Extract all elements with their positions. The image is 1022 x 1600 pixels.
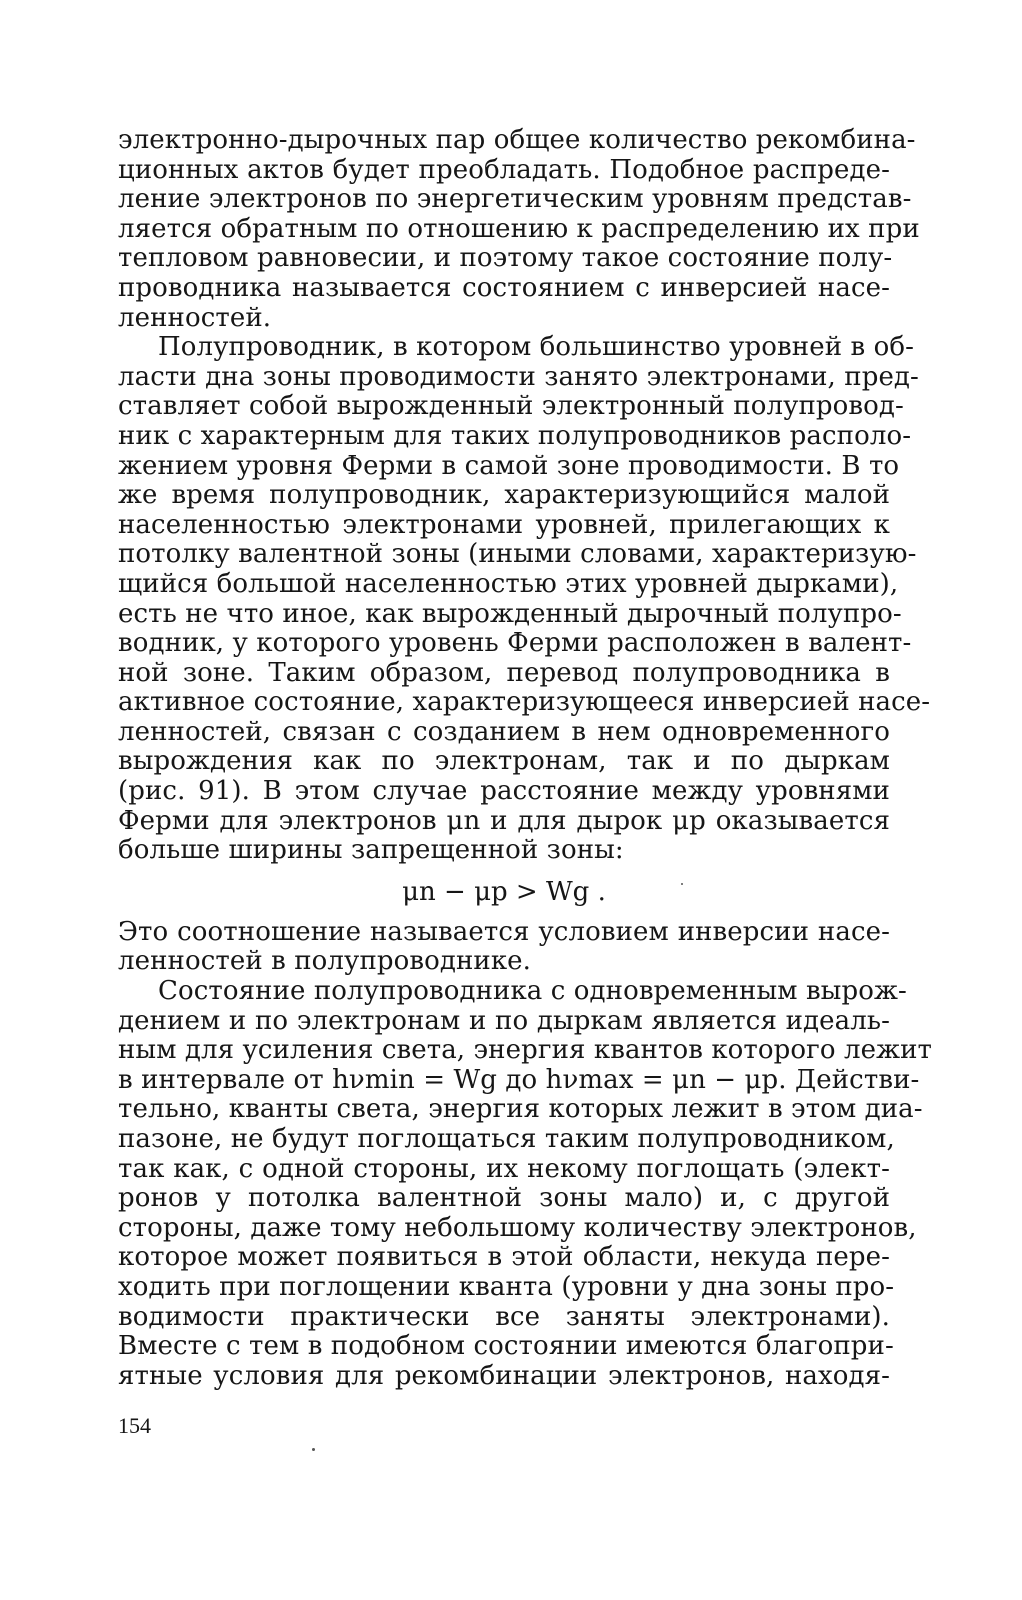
text-line: ласти дна зоны проводимости занято электронами, пред- <box>118 361 919 392</box>
text-line: Полупроводник, в котором большинство уровней в об- <box>158 332 914 363</box>
text-line: ление электронов по энергетическим уровням представ- <box>118 184 912 215</box>
text-line: Состояние полупроводника с одновременным вырож- <box>158 976 907 1007</box>
text-line: ной зоне. Таким образом, перевод полупроводника в <box>118 657 890 688</box>
text-line: в интервале от hνmin = Wg до hνmax = μn − μp. Действи- <box>118 1064 920 1095</box>
text-line: ленностей, связан с созданием в нем одновременного <box>118 716 890 747</box>
text-line: же время полупроводник, характеризующийся малой <box>118 480 890 511</box>
text-line: тельно, кванты света, энергия которых лежит в этом диа- <box>118 1094 923 1125</box>
text-line: стороны, даже тому небольшому количеству электронов, <box>118 1212 917 1243</box>
paragraph-3 <box>118 918 890 977</box>
print-speck <box>681 883 683 885</box>
paragraph-4 <box>118 976 933 1391</box>
text-line: населенностью электронами уровней, прилегающих к <box>118 509 890 540</box>
text-line: водимости практически все заняты электронами). <box>118 1301 890 1332</box>
formula <box>118 866 890 918</box>
page-body <box>118 125 933 1391</box>
text-line: потолку валентной зоны (иными словами, характеризую- <box>118 539 917 570</box>
text-line: ник с характерным для таких полупроводников располо- <box>118 420 912 451</box>
text-line: водник, у которого уровень Ферми расположен в валент- <box>118 628 912 659</box>
text-line: есть не что иное, как вырожденный дырочный полупро- <box>118 598 902 629</box>
paragraph-2 <box>118 332 931 866</box>
text-line: вырождения как по электронам, так и по дыркам <box>118 746 890 777</box>
text-line: больше ширины запрещенной зоны: <box>118 835 624 866</box>
print-speck <box>312 1448 315 1451</box>
text-line: ным для усиления света, энергия квантов которого лежит <box>118 1035 933 1066</box>
text-line: Вместе с тем в подобном состоянии имеются благопри- <box>118 1331 894 1362</box>
text-line: активное состояние, характеризующееся инверсией насе- <box>118 687 931 718</box>
text-line: щийся большой населенностью этих уровней дырками), <box>118 568 899 599</box>
text-line: ляется обратным по отношению к распределению их при <box>118 213 920 244</box>
text-line: проводника называется состоянием с инверсией насе- <box>118 272 890 303</box>
formula-text: μn − μp > Wg . <box>402 876 606 907</box>
text-line: Ферми для электронов μn и для дырок μp оказывается <box>118 805 890 836</box>
text-line: (рис. 91). В этом случае расстояние между уровнями <box>118 776 890 807</box>
text-line: пазоне, не будут поглощаться таким полупроводником, <box>118 1124 895 1154</box>
paragraph-1 <box>118 125 920 333</box>
text-line: которое может появиться в этой области, некуда пере- <box>118 1242 890 1273</box>
text-line: так как, с одной стороны, их некому поглощать (элект- <box>118 1153 890 1184</box>
text-line: ставляет собой вырожденный электронный полупровод- <box>118 391 904 422</box>
text-line: жением уровня Ферми в самой зоне проводимости. В то <box>118 450 900 481</box>
page-number: 154 <box>118 1413 151 1438</box>
text-line: ронов у потолка валентной зоны мало) и, с другой <box>118 1183 890 1214</box>
text-line: ходить при поглощении кванта (уровни у дна зоны про- <box>118 1271 895 1302</box>
text-line: ленностей в полупроводнике. <box>118 946 532 977</box>
text-line: ятные условия для рекомбинации электронов, находя- <box>118 1360 890 1391</box>
text-line: дением и по электронам и по дыркам является идеаль- <box>118 1005 890 1036</box>
text-line: тепловом равновесии, и поэтому такое состояние полу- <box>118 243 893 274</box>
text-line: электронно-дырочных пар общее количество рекомбина- <box>118 125 916 155</box>
text-line: Это соотношение называется условием инверсии насе- <box>118 916 890 947</box>
text-line: ленностей. <box>118 302 272 333</box>
text-line: ционных актов будет преобладать. Подобное распреде- <box>118 154 890 185</box>
